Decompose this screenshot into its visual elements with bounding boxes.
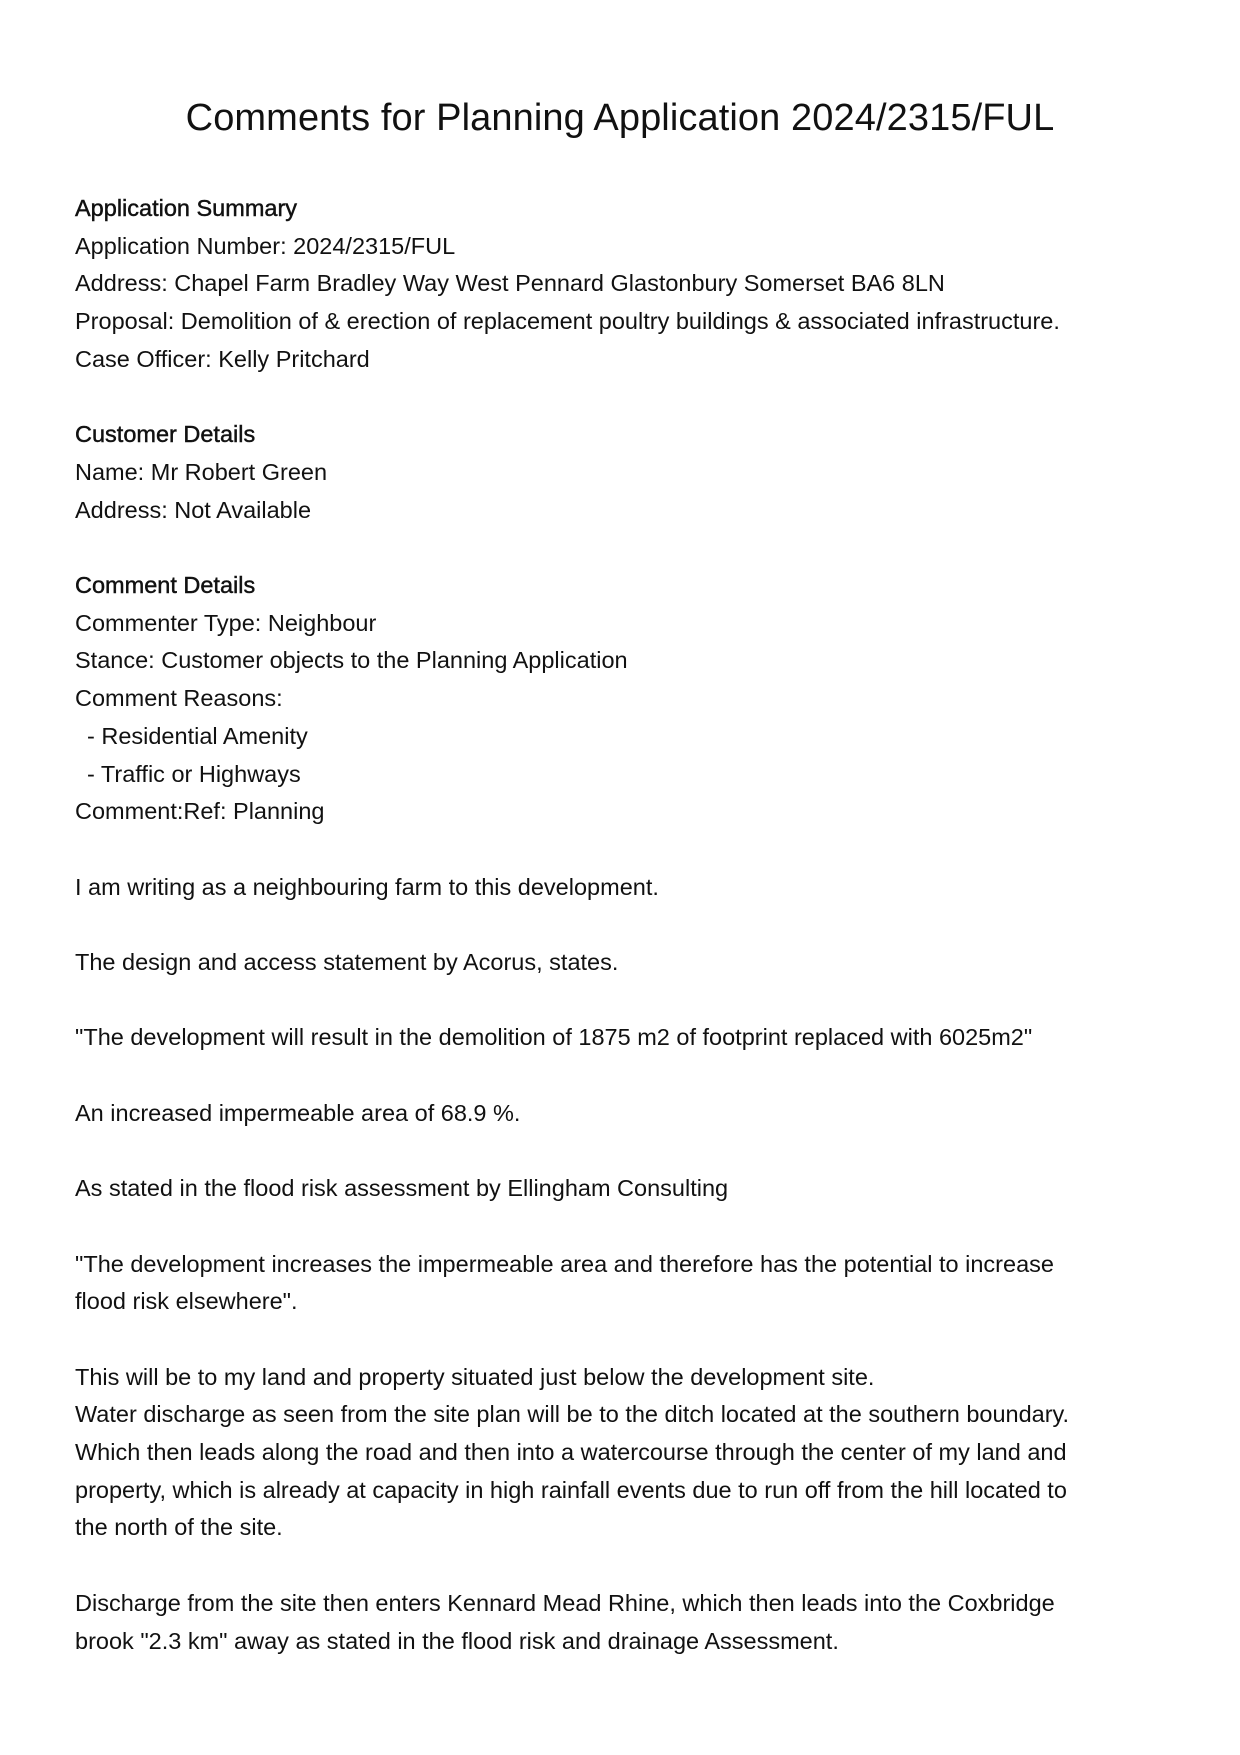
page-title: Comments for Planning Application 2024/2315/FUL bbox=[185, 97, 1055, 139]
customer-details-section bbox=[75, 416, 1165, 529]
application-number: Application Number: 2024/2315/FUL bbox=[75, 232, 456, 259]
customer-details-heading: Customer Details bbox=[75, 421, 256, 448]
spacer bbox=[75, 1321, 1165, 1359]
spacer bbox=[75, 982, 1165, 1020]
comment-reasons-label: Comment Reasons: bbox=[75, 685, 283, 712]
comment-ref: Comment:Ref: Planning bbox=[75, 798, 325, 825]
application-proposal: Proposal: Demolition of & erection of replacement poultry buildings & associated infrastructure. bbox=[75, 308, 1060, 335]
comment-paragraph bbox=[75, 1246, 1165, 1321]
commenter-type: Commenter Type: Neighbour bbox=[75, 609, 377, 636]
application-summary-section bbox=[75, 190, 1165, 379]
spacer bbox=[75, 379, 1165, 417]
paragraph-line: flood risk elsewhere". bbox=[75, 1288, 298, 1315]
comment-paragraph: "The development will result in the demolition of 1875 m2 of footprint replaced with 6025m2" bbox=[75, 1024, 1033, 1051]
comment-paragraph bbox=[75, 1585, 1165, 1660]
comment-details-section bbox=[75, 567, 1165, 831]
spacer bbox=[75, 1208, 1165, 1246]
paragraph-line: Which then leads along the road and then into a watercourse through the center of my land and bbox=[75, 1439, 1067, 1466]
paragraph-line: the north of the site. bbox=[75, 1514, 283, 1541]
comment-body bbox=[75, 869, 1165, 1661]
comment-paragraph: An increased impermeable area of 68.9 %. bbox=[75, 1099, 521, 1126]
comment-paragraph bbox=[75, 1359, 1165, 1548]
customer-address: Address: Not Available bbox=[75, 496, 312, 523]
stance: Stance: Customer objects to the Planning Application bbox=[75, 647, 628, 674]
spacer bbox=[75, 1057, 1165, 1095]
paragraph-line: This will be to my land and property situated just below the development site. bbox=[75, 1363, 875, 1390]
application-summary-heading: Application Summary bbox=[75, 195, 298, 221]
comment-reason-item: - Traffic or Highways bbox=[87, 760, 301, 787]
application-address: Address: Chapel Farm Bradley Way West Pennard Glastonbury Somerset BA6 8LN bbox=[75, 270, 945, 297]
comment-paragraph: I am writing as a neighbouring farm to this development. bbox=[75, 873, 659, 900]
spacer bbox=[75, 906, 1165, 944]
case-officer: Case Officer: Kelly Pritchard bbox=[75, 345, 370, 372]
customer-name: Name: Mr Robert Green bbox=[75, 458, 328, 485]
spacer bbox=[75, 831, 1165, 869]
document-content bbox=[75, 190, 1165, 1660]
paragraph-line: brook "2.3 km" away as stated in the flood risk and drainage Assessment. bbox=[75, 1627, 839, 1654]
paragraph-line: "The development increases the impermeable area and therefore has the potential to increase bbox=[75, 1250, 1054, 1277]
comment-details-heading: Comment Details bbox=[75, 572, 256, 598]
comment-paragraph: The design and access statement by Acorus, states. bbox=[75, 949, 619, 975]
spacer bbox=[75, 1547, 1165, 1585]
paragraph-line: property, which is already at capacity in high rainfall events due to run off from the hill located to bbox=[75, 1476, 1067, 1503]
spacer bbox=[75, 529, 1165, 567]
comment-paragraph: As stated in the flood risk assessment by Ellingham Consulting bbox=[75, 1175, 729, 1202]
spacer bbox=[75, 1132, 1165, 1170]
paragraph-line: Discharge from the site then enters Kennard Mead Rhine, which then leads into the Coxbridge bbox=[75, 1589, 1055, 1616]
comment-reason-item: - Residential Amenity bbox=[87, 722, 308, 749]
paragraph-line: Water discharge as seen from the site plan will be to the ditch located at the southern boundary. bbox=[75, 1401, 1070, 1428]
